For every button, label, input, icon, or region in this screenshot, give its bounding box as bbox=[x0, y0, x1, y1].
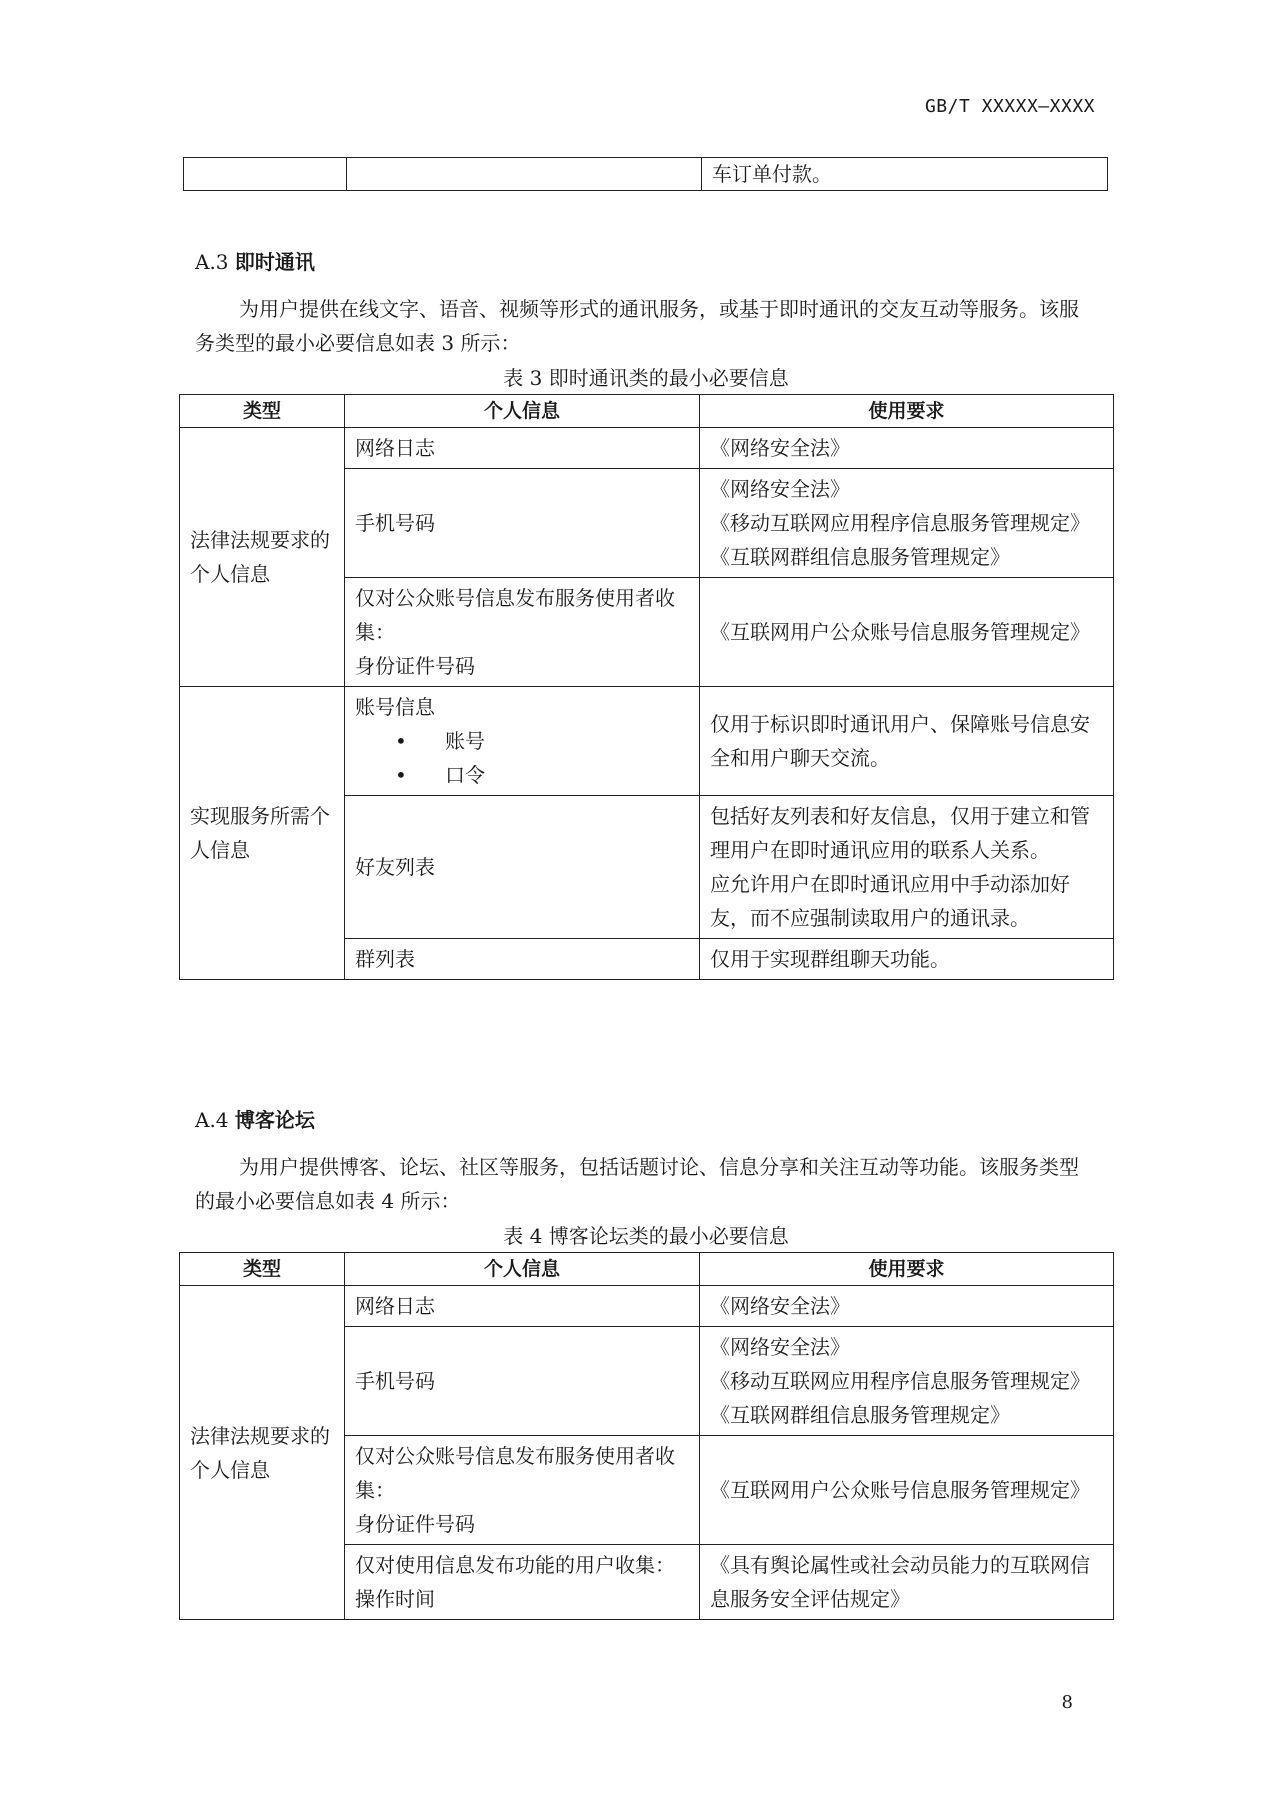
table-3 bbox=[179, 394, 1114, 980]
req-cell: 《互联网用户公众账号信息服务管理规定》 bbox=[700, 1436, 1114, 1545]
info-line: 仅对公众账号信息发布服务使用者收集： bbox=[355, 586, 675, 644]
req-line: 应允许用户在即时通讯应用中手动添加好友，而不应强制读取用户的通讯录。 bbox=[710, 872, 1070, 930]
bullet-text: 口令 bbox=[445, 763, 485, 787]
req-cell bbox=[700, 1327, 1114, 1436]
type-cell: 法律法规要求的个人信息 bbox=[180, 428, 345, 687]
bullet-icon: • bbox=[395, 763, 407, 787]
table-row bbox=[180, 687, 1114, 796]
section-number: A.3 bbox=[195, 250, 229, 274]
table-row bbox=[180, 1286, 1114, 1327]
req-line: 《移动互联网应用程序信息服务管理规定》 bbox=[710, 511, 1090, 535]
header-type: 类型 bbox=[180, 395, 345, 428]
type-cell: 实现服务所需个人信息 bbox=[180, 687, 345, 980]
info-line: 账号信息 bbox=[355, 695, 435, 719]
info-line: 仅对使用信息发布功能的用户收集： bbox=[355, 1553, 675, 1577]
req-cell: 《具有舆论属性或社会动员能力的互联网信息服务安全评估规定》 bbox=[700, 1545, 1114, 1620]
info-cell bbox=[345, 687, 700, 796]
header-info: 个人信息 bbox=[345, 1253, 700, 1286]
type-cell: 法律法规要求的个人信息 bbox=[180, 1286, 345, 1620]
req-line: 《互联网群组信息服务管理规定》 bbox=[710, 545, 1010, 569]
table-header-row bbox=[180, 1253, 1114, 1286]
req-line: 包括好友列表和好友信息，仅用于建立和管理用户在即时通讯应用的联系人关系。 bbox=[710, 804, 1090, 862]
info-cell: 网络日志 bbox=[345, 1286, 700, 1327]
section-heading-a4 bbox=[195, 1104, 315, 1133]
info-cell: 手机号码 bbox=[345, 469, 700, 578]
page-number: 8 bbox=[1061, 1692, 1073, 1713]
req-cell: 仅用于实现群组聊天功能。 bbox=[700, 939, 1114, 980]
info-cell bbox=[345, 1436, 700, 1545]
bullet-icon: • bbox=[395, 729, 407, 753]
table-row bbox=[184, 158, 1108, 191]
table-header-row bbox=[180, 395, 1114, 428]
header-info: 个人信息 bbox=[345, 395, 700, 428]
info-cell bbox=[345, 578, 700, 687]
table-4 bbox=[179, 1252, 1114, 1620]
bullet-text: 账号 bbox=[445, 729, 485, 753]
req-cell bbox=[700, 796, 1114, 939]
req-cell: 仅用于标识即时通讯用户、保障账号信息安全和用户聊天交流。 bbox=[700, 687, 1114, 796]
info-cell: 好友列表 bbox=[345, 796, 700, 939]
section-heading-a3 bbox=[195, 246, 315, 275]
req-cell: 《网络安全法》 bbox=[700, 1286, 1114, 1327]
info-line: 仅对公众账号信息发布服务使用者收集： bbox=[355, 1444, 675, 1502]
info-cell: 手机号码 bbox=[345, 1327, 700, 1436]
info-cell: 群列表 bbox=[345, 939, 700, 980]
req-line: 《互联网群组信息服务管理规定》 bbox=[710, 1403, 1010, 1427]
info-cell: 网络日志 bbox=[345, 428, 700, 469]
table-cell: 车订单付款。 bbox=[702, 158, 1108, 191]
table-caption: 表 3 即时通讯类的最小必要信息 bbox=[503, 366, 789, 390]
table-caption: 表 4 博客论坛类的最小必要信息 bbox=[503, 1224, 789, 1248]
table-row bbox=[180, 428, 1114, 469]
info-line: 身份证件号码 bbox=[355, 654, 475, 678]
standard-code: GB/T XXXXX—XXXX bbox=[924, 96, 1095, 117]
bullet-item bbox=[355, 758, 689, 792]
section-number: A.4 bbox=[195, 1108, 229, 1132]
info-line: 身份证件号码 bbox=[355, 1512, 475, 1536]
info-cell bbox=[345, 1545, 700, 1620]
continuation-table bbox=[183, 157, 1108, 191]
section-title: 博客论坛 bbox=[234, 1108, 315, 1132]
req-line: 《移动互联网应用程序信息服务管理规定》 bbox=[710, 1369, 1090, 1393]
req-line: 《网络安全法》 bbox=[710, 477, 850, 501]
req-cell: 《网络安全法》 bbox=[700, 428, 1114, 469]
info-line: 操作时间 bbox=[355, 1587, 435, 1611]
header-req: 使用要求 bbox=[700, 395, 1114, 428]
section-paragraph: 为用户提供博客、论坛、社区等服务，包括话题讨论、信息分享和关注互动等功能。该服务类型的最小必要信息如表 4 所示： bbox=[195, 1155, 1079, 1213]
section-title: 即时通讯 bbox=[234, 250, 315, 274]
bullet-item bbox=[355, 724, 689, 758]
req-line: 《网络安全法》 bbox=[710, 1335, 850, 1359]
table-cell bbox=[347, 158, 702, 191]
section-paragraph: 为用户提供在线文字、语音、视频等形式的通讯服务，或基于即时通讯的交友互动等服务。该服务类型的最小必要信息如表 3 所示： bbox=[195, 297, 1079, 355]
header-type: 类型 bbox=[180, 1253, 345, 1286]
req-cell bbox=[700, 469, 1114, 578]
header-req: 使用要求 bbox=[700, 1253, 1114, 1286]
req-cell: 《互联网用户公众账号信息服务管理规定》 bbox=[700, 578, 1114, 687]
table-cell bbox=[184, 158, 347, 191]
